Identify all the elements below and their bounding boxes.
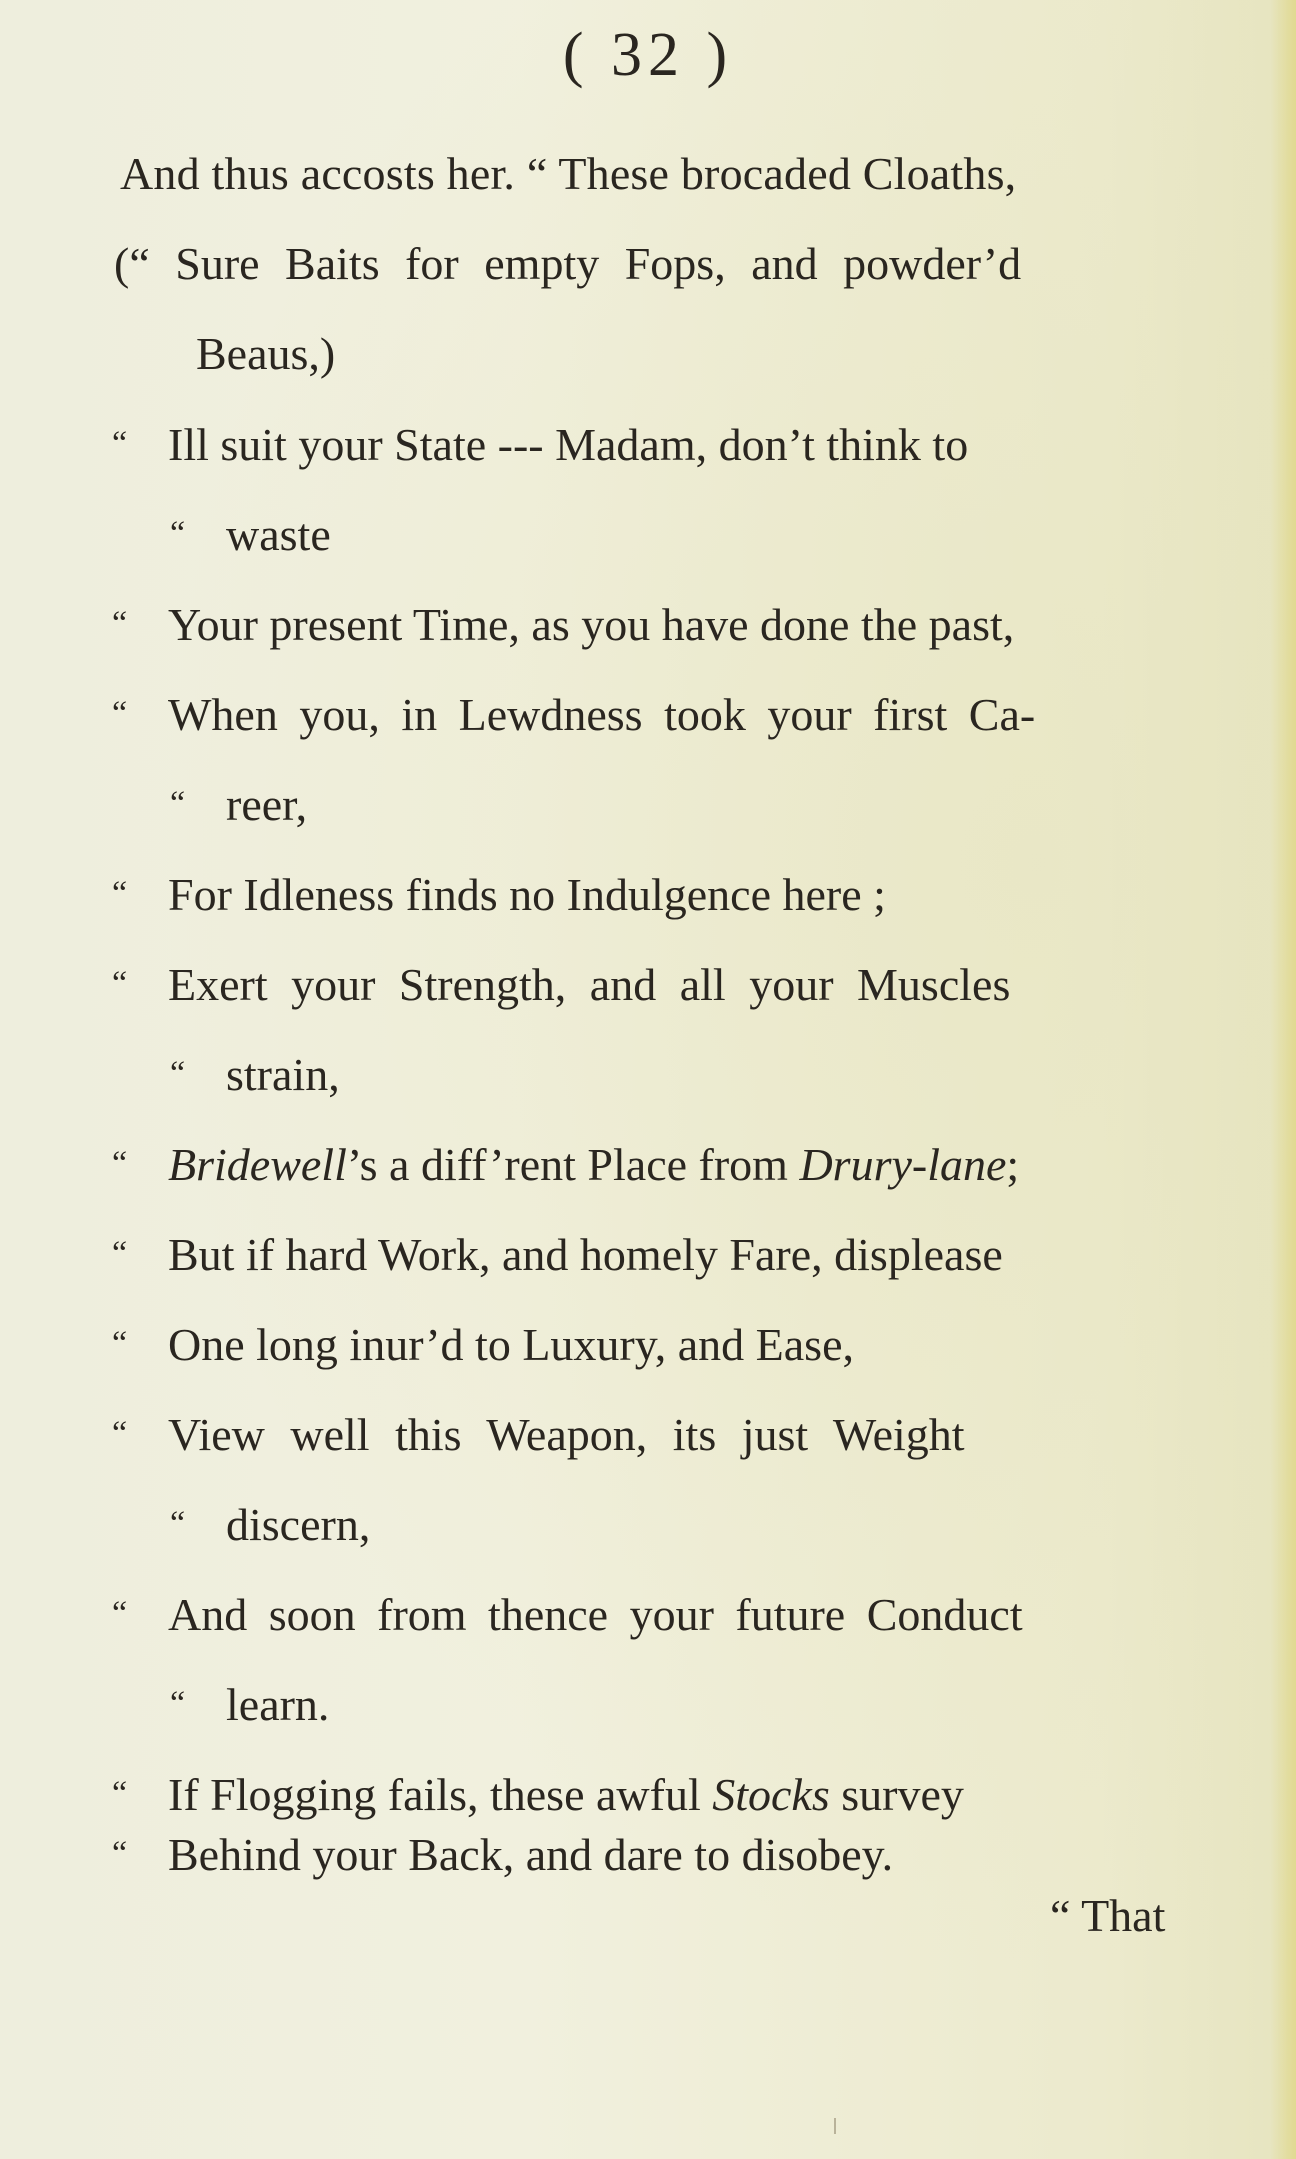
- quote-mark: “: [170, 785, 186, 822]
- catchword: “ That: [1050, 1890, 1166, 1941]
- verse-line-text: ’s a diff’rent Place from: [346, 1139, 800, 1190]
- paper-mark: [834, 2118, 836, 2134]
- verse-line-8: [170, 774, 307, 835]
- verse-line-6: [112, 594, 1014, 655]
- verse-line-12: [112, 1134, 1019, 1195]
- verse-line-1: [120, 144, 1016, 204]
- verse-line-13: [112, 1224, 1003, 1285]
- verse-line-14: [112, 1314, 854, 1375]
- verse-line-text: For Idleness finds no Indulgence here ;: [168, 869, 886, 920]
- quote-mark: “: [112, 875, 128, 912]
- verse-line-text: Beaus,): [196, 328, 336, 379]
- verse-line-15: [112, 1404, 965, 1465]
- quote-mark: “: [112, 1145, 128, 1182]
- verse-line-text: waste: [226, 509, 331, 560]
- quote-mark: “: [112, 695, 128, 732]
- verse-line-text: But if hard Work, and homely Fare, displease: [168, 1229, 1003, 1280]
- verse-line-text: (“ Sure Baits for empty Fops, and powder’d: [114, 238, 1022, 289]
- verse-line-text: When you, in Lewdness took your first Ca-: [168, 689, 1036, 740]
- verse-line-20: [112, 1824, 893, 1885]
- page-number: ( 32 ): [562, 21, 734, 89]
- verse-line-text: One long inur’d to Luxury, and Ease,: [168, 1319, 855, 1370]
- verse-line-text: Your present Time, as you have done the past,: [168, 599, 1015, 650]
- verse-line-text: And thus accosts her. “ These brocaded Cloaths,: [120, 148, 1017, 199]
- verse-line-end: survey: [829, 1769, 964, 1820]
- quote-mark: “: [112, 1835, 128, 1872]
- verse-line-text: Exert your Strength, and all your Muscles: [168, 959, 1011, 1010]
- verse-line-9: [112, 864, 886, 925]
- quote-mark: “: [112, 1325, 128, 1362]
- verse-line-italic: Stocks: [712, 1769, 830, 1820]
- verse-line-3: [196, 324, 335, 384]
- verse-line-text: learn.: [226, 1679, 330, 1730]
- verse-line-text: reer,: [226, 779, 308, 830]
- verse-line-16: [170, 1494, 370, 1555]
- verse-line-7: [112, 684, 1035, 745]
- quote-mark: “: [170, 1505, 186, 1542]
- verse-line-5: [170, 504, 331, 565]
- verse-line-text: If Flogging fails, these awful: [168, 1769, 713, 1820]
- quote-mark: “: [112, 1775, 128, 1812]
- verse-line-text: discern,: [226, 1499, 371, 1550]
- verse-line-italic: Drury-lane: [799, 1139, 1007, 1190]
- quote-mark: “: [112, 965, 128, 1002]
- verse-line-17: [112, 1584, 1023, 1645]
- verse-line-18: [170, 1674, 329, 1735]
- verse-line-text: strain,: [226, 1049, 340, 1100]
- verse-line-4: [112, 414, 968, 475]
- quote-mark: “: [112, 425, 128, 462]
- quote-mark: “: [112, 1235, 128, 1272]
- verse-line-end: ;: [1006, 1139, 1020, 1190]
- quote-mark: “: [170, 515, 186, 552]
- verse-line-11: [170, 1044, 340, 1105]
- quote-mark: “: [170, 1685, 186, 1722]
- verse-line-text: View well this Weapon, its just Weight: [168, 1409, 965, 1460]
- verse-line-19: [112, 1764, 964, 1825]
- quote-mark: “: [112, 605, 128, 642]
- verse-line-italic: Bridewell: [168, 1139, 347, 1190]
- verse-line-text: Behind your Back, and dare to disobey.: [168, 1829, 894, 1880]
- verse-line-10: [112, 954, 1010, 1015]
- verse-line-text: Ill suit your State --- Madam, don’t think to: [168, 419, 969, 470]
- quote-mark: “: [112, 1415, 128, 1452]
- quote-mark: “: [170, 1055, 186, 1092]
- verse-line-text: And soon from thence your future Conduct: [168, 1589, 1023, 1640]
- verse-line-2: [114, 234, 1021, 294]
- quote-mark: “: [112, 1595, 128, 1632]
- page-edge-shadow: [1270, 0, 1296, 2159]
